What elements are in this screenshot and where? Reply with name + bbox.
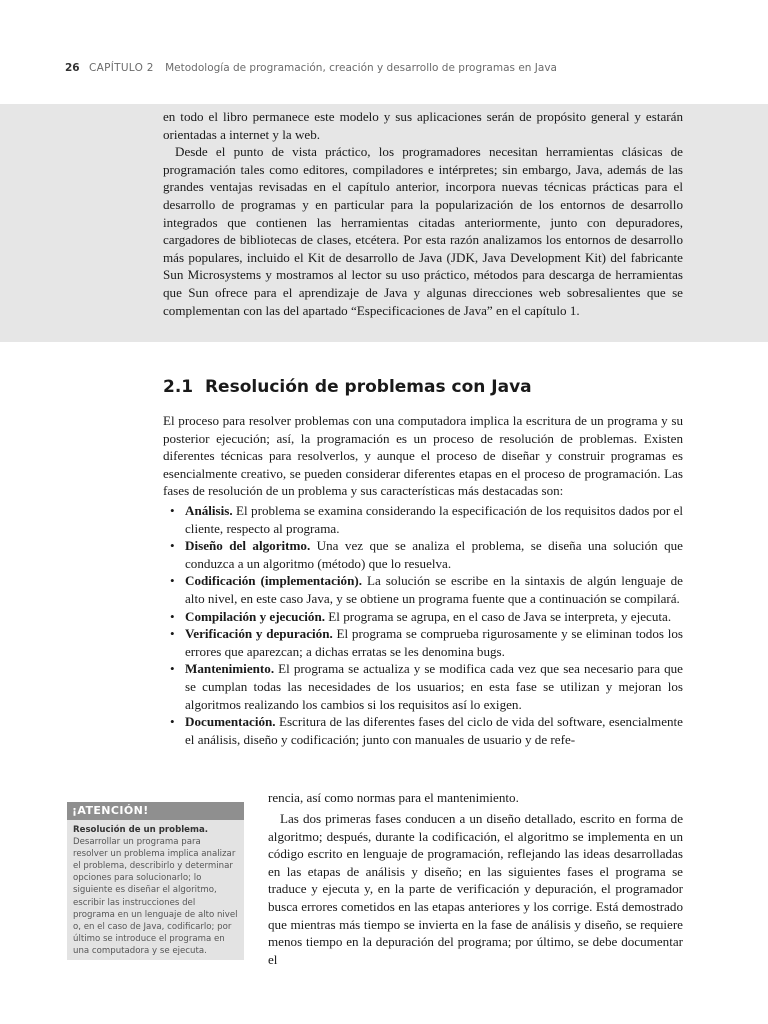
chapter-label: CAPÍTULO 2 (88, 62, 154, 74)
attention-body (67, 820, 244, 957)
bullet-term: Compilación y ejecución. (185, 608, 326, 624)
section-body (163, 412, 683, 748)
attention-heading: ¡ATENCIÓN! (67, 802, 244, 820)
bullet-text: El problema se examina considerando la especificación de los requisitos dados por el cliente, respecto al programa. (185, 502, 683, 536)
list-item: • Diseño del algoritmo. Una vez que se analiza el problema, se diseña una solución que conduzca a un algoritmo (método) que lo resuelva. (170, 538, 683, 571)
section-number: 2.1 (163, 377, 194, 397)
list-item: • Documentación. Escritura de las diferentes fases del ciclo de vida del software, esencialmente el análisis, diseño y codificación; junto con manuales de usuario y de refe- (170, 714, 683, 747)
list-item: • Compilación y ejecución. El programa se agrupa, en el caso de Java se interpreta, y ejecuta. (170, 608, 672, 624)
bullet-term: Análisis. (185, 502, 233, 518)
list-item: • Mantenimiento. El programa se actualiza y se modifica cada vez que sea necesario para que se cumplan todas las necesidades de los usuarios; en esta fase se utilizan y mejoran los algoritmos realizando los cambios si los requisitos así lo exigen. (170, 661, 683, 712)
closing-text: Las dos primeras fases conducen a un diseño detallado, escrito en forma de algoritmo; después, durante la codificación, el algoritmo se implementa en un código escrito en lenguaje de programación, reflejando las ideas desarrolladas en las etapas de análisis y diseño; en las siguientes fases el programa se traduce y ejecuta y, en la parte de verificación y depuración, el programador busca errores cometidos en las etapas anteriores y los corrige. Está demostrado que mientras más tiempo se invierta en la fase de análisis y diseño, se requiere menos tiempo en la depuración del programa; por último, se debe documentar el (268, 811, 683, 967)
attention-sidebar (67, 802, 244, 960)
bullet-text: Una vez que se analiza el problema, se diseña una solución que conduzca a un algoritmo (método) que lo resuelva. (185, 538, 683, 571)
bullet-text: Escritura de las diferentes fases del ciclo de vida del software, esencialmente el análisis, diseño y codificación; junto con manuales de usuario y de refe- (185, 714, 683, 747)
section-heading (163, 377, 532, 397)
list-item: • Verificación y depuración. El programa se comprueba rigurosamente y se eliminan todos los errores que aparezcan; a dichas erratas se les denomina bugs. (170, 626, 684, 659)
intro-paragraph-2: Desde el punto de vista práctico, los programadores necesitan herramientas clásicas de programación tales como editores, compiladores e intérpretes; sin embargo, Java, además de las grandes ventajas revisadas en el capítulo anterior, incorpora nuevas técnicas prácticas para el desarrollo de programas y en particular para la popularización de los entornos de desarrollo integrados que contienen las herramientas citadas anteriormente, junto con depuradores, cargadores de bibliotecas de clases, etcétera. Por esta razón analizamos los entornos de desarrollo más populares, incluido el Kit de desarrollo de Java (JDK, Java Development Kit) del fabricante Sun Microsystems y mostramos al lector su uso práctico, métodos para descarga de herramientas que Sun ofrece para el aprendizaje de Java y algunas direcciones web sobresalientes que se complementan con las del apartado “Especificaciones de Java” en el capítulo 1. (163, 144, 683, 318)
phases-list (163, 502, 683, 748)
bullet-text: El programa se agrupa, en el caso de Java se interpreta, y ejecuta. (325, 608, 672, 624)
chapter-title: Metodología de programación, creación y desarrollo de programas en Java (165, 62, 557, 74)
section-intro-paragraph: El proceso para resolver problemas con una computadora implica la escritura de un programa y su posterior ejecución; así, la programación es un proceso de resolución de problemas. Existen diferentes técnicas para resolverlos, y aunque el proceso de diseñar y construir programas es esencialmente creativo, se pueden considerar diferentes etapas en el proceso de programación. Las fases de resolución de un problema y sus características más destacadas son: (163, 413, 683, 499)
bullet-term: Diseño del algoritmo. (185, 538, 311, 554)
bullet-text: El programa se comprueba rigurosamente y se eliminan todos los errores que aparezcan; a dichas erratas se les denomina bugs. (185, 626, 684, 659)
closing-paragraph (268, 810, 683, 968)
section-title-text: Resolución de problemas con Java (204, 377, 532, 397)
bullet-text: El programa se actualiza y se modifica cada vez que sea necesario para que se cumplan todas las necesidades de los usuarios; en esta fase se utilizan y mejoran los algoritmos realizando los cambios si los requisitos así lo exigen. (185, 661, 683, 712)
intro-text (163, 108, 683, 319)
running-header (65, 62, 557, 78)
bullet-term: Mantenimiento. (185, 661, 275, 677)
attention-text: Desarrollar un programa para resolver un problema implica analizar el problema, describirlo y determinar opciones para solucionarlo; lo siguiente es diseñar el algoritmo, escribir las instrucciones del programa en un lenguaje de alto nivel o, en el caso de Java, codificarlo; por último se introduce el programa en una computadora y se ejecuta. (73, 837, 238, 956)
bullet-term: Verificación y depuración. (185, 626, 333, 642)
page-number: 26 (65, 62, 80, 74)
bullet-term: Codificación (implementación). (185, 573, 363, 589)
list-item: • Análisis. El problema se examina considerando la especificación de los requisitos dados por el cliente, respecto al programa. (170, 502, 683, 536)
intro-paragraph-1: en todo el libro permanece este modelo y sus aplicaciones serán de propósito general y estarán orientadas a internet y la web. (163, 109, 683, 142)
documentation-continuation: rencia, así como normas para el mantenimiento. (268, 790, 519, 805)
list-item: • Codificación (implementación). La solución se escribe en la sintaxis de algún lenguaje de alto nivel, en este caso Java, y se obtiene un programa fuente que a continuación se compilará. (170, 573, 683, 606)
attention-term: Resolución de un problema. (73, 825, 209, 835)
bullet-text: La solución se escribe en la sintaxis de algún lenguaje de alto nivel, en este caso Java, y se obtiene un programa fuente que a continuación se compilará. (185, 573, 683, 606)
bullet-term: Documentación. (185, 714, 276, 730)
